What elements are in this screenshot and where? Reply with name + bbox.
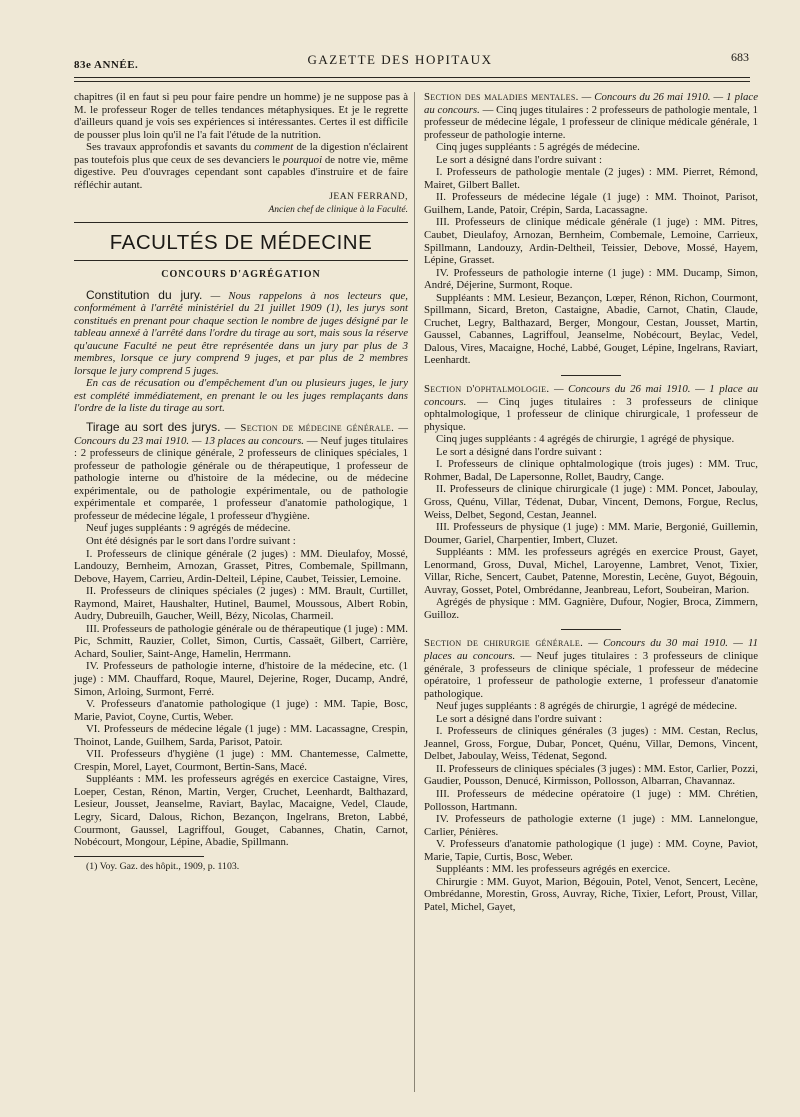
author-signature: JEAN FERRAND,: [329, 192, 408, 203]
list-item: I. Professeurs de clinique générale (2 juges) : MM. Dieulafoy, Mossé, Landouzy, Bernheim, Arnozan, Grasset, Pitres, Combemale, Spillmann, Debove, Hayem, Carrieu, Ardin-Delteil, Lépine, Caubet, Teissier, Lemoine.: [74, 547, 408, 585]
list-item: II. Professeurs de cliniques spéciales (2 juges) : MM. Brault, Curtillet, Raymond, Mairet, Haushalter, Hutinel, Baumel, Moussous, Albert Robin, Audry, Dubreuilh, Gaucher, Weill, Bézy, Nicolas, Charmeil.: [74, 585, 408, 623]
list-item: IV. Professeurs de pathologie interne, d'histoire de la médecine, etc. (1 juge) : MM. Chauffard, Roque, Maurel, Dejerine, Roger, Ducamp, André, Simon, Arloing, Surmont, Ferré.: [74, 660, 408, 698]
tirage-paragraph: [74, 421, 408, 522]
author-title: Ancien chef de clinique à la Faculté.: [268, 204, 408, 215]
section-separator: [561, 375, 621, 376]
list-item: I. Professeurs de pathologie mentale (2 juges) : MM. Pierret, Rémond, Mairet, Gilbert Ballet.: [424, 166, 758, 191]
mentales-text: — Cinq juges titulaires : 2 professeurs de pathologie mentale, 1 professeur de médecine légale, 1 professeur de clinique médicale générale, 1 professeur de pathologie interne.: [424, 103, 758, 141]
list-item: V. Professeurs d'anatomie pathologique (1 juge) : MM. Coyne, Paviot, Marie, Tapie, Curtis, Bosc, Weber.: [424, 838, 758, 863]
page-number: 683: [731, 50, 749, 64]
travaux-em-pourquoi: pourquoi: [282, 153, 323, 166]
left-column: [74, 91, 408, 873]
ophtalmo-suppleants: Cinq juges suppléants : 4 agrégés de chirurgie, 1 agrégé de physique.: [436, 433, 735, 446]
list-item: IV. Professeurs de pathologie interne (1 juge) : MM. Ducamp, Simon, André, Déjerine, Surmont, Roque.: [424, 266, 758, 292]
list-item: Chirurgie : MM. Guyot, Marion, Bégouin, Potel, Venot, Sencert, Lecène, Ombrédanne, Morestin, Gross, Auvray, Riche, Tixier, Lefort, Proust, Villar, Patel, Michel, Gayet,: [424, 875, 758, 913]
footnote-rule: [74, 856, 204, 857]
list-item: III. Professeurs de pathologie générale ou de thérapeutique (1 juge) : MM. Pic, Schmitt, Rauzier, Collet, Simon, Curtis, Cassaët, Gilbert, Carrière, Achard, Soulier, Saint-Ange, Hamelin, Herrmann.: [74, 622, 408, 660]
list-item: I. Professeurs de clinique ophtalmologique (trois juges) : MM. Truc, Rohmer, Badal, De Lapersonne, Rollet, Baudry, Cange.: [424, 458, 758, 483]
travaux-paragraph: [74, 141, 408, 191]
chirurgie-sort: Le sort a désigné dans l'ordre suivant :: [436, 712, 602, 725]
header-rule-thin: [74, 81, 750, 82]
mentales-sort: Le sort a désigné dans l'ordre suivant :: [436, 153, 602, 166]
list-item: Suppléants : MM. les professeurs agrégés en exercice Castaigne, Vires, Loeper, Cestan, Rénon, Martin, Verger, Cruchet, Leenhardt, Balthazard, Lesieur, Jousset, Jeanselme, Raviart, Baylac, Macaigne, Vedel, Claude, Legry, Sicard, Dalous, Richon, Bezançon, Ingelrans, Breton, Labbé, Courmont, Gaussel, Lagriffoul, Gouget, Cabannes, Chatin, Carnot, Nobécourt, Mongour, Lépine, Abadie, Spillmann.: [74, 773, 408, 849]
recusation-paragraph: En cas de récusation ou d'empêchement d'un ou plusieurs juges, le jury est complété immédiatement, en prenant le ou les juges remplaçants dans l'ordre de la liste du tirage au sort.: [74, 377, 408, 415]
tirage-concours: — Concours du 23 mai 1910. — 13 places au concours.: [74, 422, 408, 447]
chirurgie-heading: [424, 637, 758, 700]
ophtalmo-section: Section d'ophtalmologie.: [424, 383, 550, 396]
section-separator: [561, 629, 621, 630]
tirage-text: — Neuf juges titulaires : 2 professeurs de clinique générale, 2 professeurs de cliniques spéciales, 1 professeur de pathologie générale ou de thérapeutique, 1 professeur de pathologie interne ou d'histoire de la médecine, ou de médecine expérimentale, ou de pathologie expérimentale, ou de pathologie expérimentale et comparée, 1 professeur d'anatomie pathologique, 1 professeur de médecine légale, 1 professeur d'hygiène.: [74, 434, 408, 522]
intro-paragraph: chapitres (il en faut si peu pour faire pendre un homme) je ne suppose pas à M. le professeur Roger de telles tendances métaphysiques. Et je le regrette d'ailleurs quand je vois ses expériences si intéressantes. Certes il est difficile de pousser plus loin qu'il ne l'a fait l'étude de la nutrition.: [74, 91, 408, 141]
travaux-em-comment: comment: [254, 141, 294, 154]
tirage-lead: Tirage au sort des jurys.: [86, 420, 221, 435]
travaux-text-c: de notre vie, même digestive. Peu d'ouvrages cependant sont capables d'instruire et de faire réfléchir autant.: [74, 153, 409, 191]
list-item: VI. Professeurs de médecine légale (1 juge) : MM. Lacassagne, Crespin, Thoinot, Lande, Guilhem, Sarda, Parisot, Patoir.: [74, 723, 408, 748]
constitution-text: — Nous rappelons à nos lecteurs que, conformément à l'arrêté ministériel du 21 juillet 1909 (1), les jurys sont constitués en prenant pour chaque section le nombre de juges désigné par le tableau annexé à l'arrêté dans l'ordre du tirage au sort, mais sous la réserve qu'aucune Faculté ne peut être représentée dans un jury par plus de 3 membres, lorsque ce jury comprend 9 juges, et par plus de 2 membres lorsque le jury comprend 5 juges.: [74, 289, 408, 377]
travaux-text-b: de la digestion n'éclairent pas toutefois plus que ceux de ses devanciers le: [74, 141, 409, 166]
section-subtitle: CONCOURS D'AGRÉGATION: [161, 269, 321, 281]
mentales-heading: [424, 91, 758, 141]
list-item: VII. Professeurs d'hygiène (1 juge) : MM. Chantemesse, Calmette, Crespin, Morel, Layet, Courmont, Bertin-Sans, Macé.: [74, 748, 408, 773]
journal-title: GAZETTE DES HOPITAUX: [307, 52, 493, 67]
suppleants-line: Neuf juges suppléants : 9 agrégés de médecine.: [86, 522, 291, 535]
list-item: V. Professeurs d'anatomie pathologique (1 juge) : MM. Tapie, Bosc, Marie, Paviot, Coyne, Curtis, Weber.: [74, 698, 408, 723]
mentales-suppleants: Cinq juges suppléants : 5 agrégés de médecine.: [436, 141, 640, 154]
constitution-lead: Constitution du jury.: [86, 287, 203, 302]
chirurgie-text: — Neuf juges titulaires : 3 professeurs de clinique générale, 3 professeurs de clinique spéciale, 1 professeur de médecine opératoire, 1 professeur de pathologie externe, 1 professeur d'anatomie pathologique.: [424, 649, 759, 700]
list-item: Suppléants : MM. Lesieur, Bezançon, Lœper, Rénon, Richon, Courmont, Spillmann, Sicard, Breton, Castaigne, Abadie, Carnot, Chatin, Claude, Cruchet, Legry, Balthazard, Berger, Mongour, Cestan, Jousset, Martin, Gaussel, Cabannes, Lagriffoul, Jeanselme, Nobécourt, Beylac, Vedel, Dalous, Vires, Macaigne, Hoché, Labbé, Gouget, Lépine, Ingelrans, Raviart, Leenhardt.: [424, 291, 758, 367]
list-item: III. Professeurs de médecine opératoire (1 juge) : MM. Chrétien, Pollosson, Hartmann.: [424, 787, 758, 813]
list-item: I. Professeurs de cliniques générales (3 juges) : MM. Cestan, Reclus, Jeannel, Gross, Forgue, Dubar, Poncet, Quénu, Villar, Demons, Vincent, Delbet, Jaboulay, Weiss, Tédenat, Segond.: [424, 725, 758, 763]
footnote: (1) Voy. Gaz. des hôpit., 1909, p. 1103.: [86, 860, 240, 872]
mentales-section: Section des maladies mentales.: [424, 91, 579, 103]
ophtalmo-sort: Le sort a désigné dans l'ordre suivant :: [436, 445, 602, 458]
constitution-paragraph: [74, 289, 408, 378]
travaux-text-a: Ses travaux approfondis et savants du: [86, 141, 252, 154]
list-item: Agrégés de physique : MM. Gagnière, Dufour, Nogier, Broca, Zimmern, Guilloz.: [424, 596, 758, 621]
list-item: IV. Professeurs de pathologie externe (1 juge) : MM. Lannelongue, Carlier, Pénières.: [424, 813, 758, 838]
list-item: III. Professeurs de clinique médicale générale (1 juge) : MM. Pitres, Caubet, Dieulafoy, Arnozan, Bernheim, Combemale, Lemoine, Carrieux, Spillmann, Landouzy, Ardin-Deltheil, Teissier, Debove, Mossé, Hayem, Lépine, Grasset.: [424, 216, 758, 267]
ophtalmo-text: — Cinq juges titulaires : 3 professeurs de clinique ophtalmologique, 1 professeur de clinique chirurgicale, 1 professeur de physique.: [424, 395, 759, 433]
chirurgie-suppleants: Neuf juges suppléants : 8 agrégés de chirurgie, 1 agrégé de médecine.: [436, 700, 738, 713]
chirurgie-section: Section de chirurgie générale.: [424, 637, 584, 650]
mentales-concours: — Concours du 26 mai 1910. — 1 place au concours.: [424, 91, 758, 116]
header-rule: [74, 77, 750, 78]
list-item: II. Professeurs de clinique chirurgicale (1 juge) : MM. Poncet, Jaboulay, Gross, Quénu, Villar, Tédenat, Dubar, Vincent, Demons, Forgue, Reclus, Weiss, Delbet, Segond, Cestan, Jeannel.: [424, 483, 758, 521]
designes-line: Ont été désignés par le sort dans l'ordre suivant :: [86, 534, 296, 547]
ophtalmo-heading: [424, 383, 758, 433]
list-item: II. Professeurs de médecine légale (1 juge) : MM. Thoinot, Parisot, Guilhem, Lande, Patoir, Crépin, Sarda, Lacassagne.: [424, 191, 758, 216]
section-title: FACULTÉS DE MÉDECINE: [74, 222, 408, 261]
list-item: Suppléants : MM. les professeurs agrégés en exercice Proust, Gayet, Lenormand, Gross, Duval, Michel, Laroyenne, Lambret, Venot, Tixier, Villar, Riche, Sencert, Caubet, Patenne, Morestin, Lecène, Guyot, Bégouin, Auvray, Gosset, Potel, Ombrédanne, Jeanbreau, Lefort, Soubeiran, Marion.: [424, 546, 758, 596]
volume-label: 83e ANNÉE.: [74, 59, 139, 71]
list-item: III. Professeurs de physique (1 juge) : MM. Marie, Bergonié, Guillemin, Doumer, Gariel, Charpentier, Imbert, Cluzet.: [424, 521, 758, 546]
tirage-section: — Section de médecine générale.: [224, 422, 395, 435]
list-item: II. Professeurs de cliniques spéciales (3 juges) : MM. Estor, Carlier, Pozzi, Gaudier, Pousson, Denucé, Kirmisson, Pollosson, Albarran, Chavannaz.: [424, 762, 758, 788]
column-divider: [414, 92, 415, 1092]
ophtalmo-concours: — Concours du 26 mai 1910. — 1 place au concours.: [424, 383, 759, 408]
list-item: Suppléants : MM. les professeurs agrégés en exercice.: [436, 863, 671, 876]
chirurgie-concours: — Concours du 30 mai 1910. — 11 places au concours.: [424, 637, 758, 662]
right-column: [424, 91, 758, 913]
